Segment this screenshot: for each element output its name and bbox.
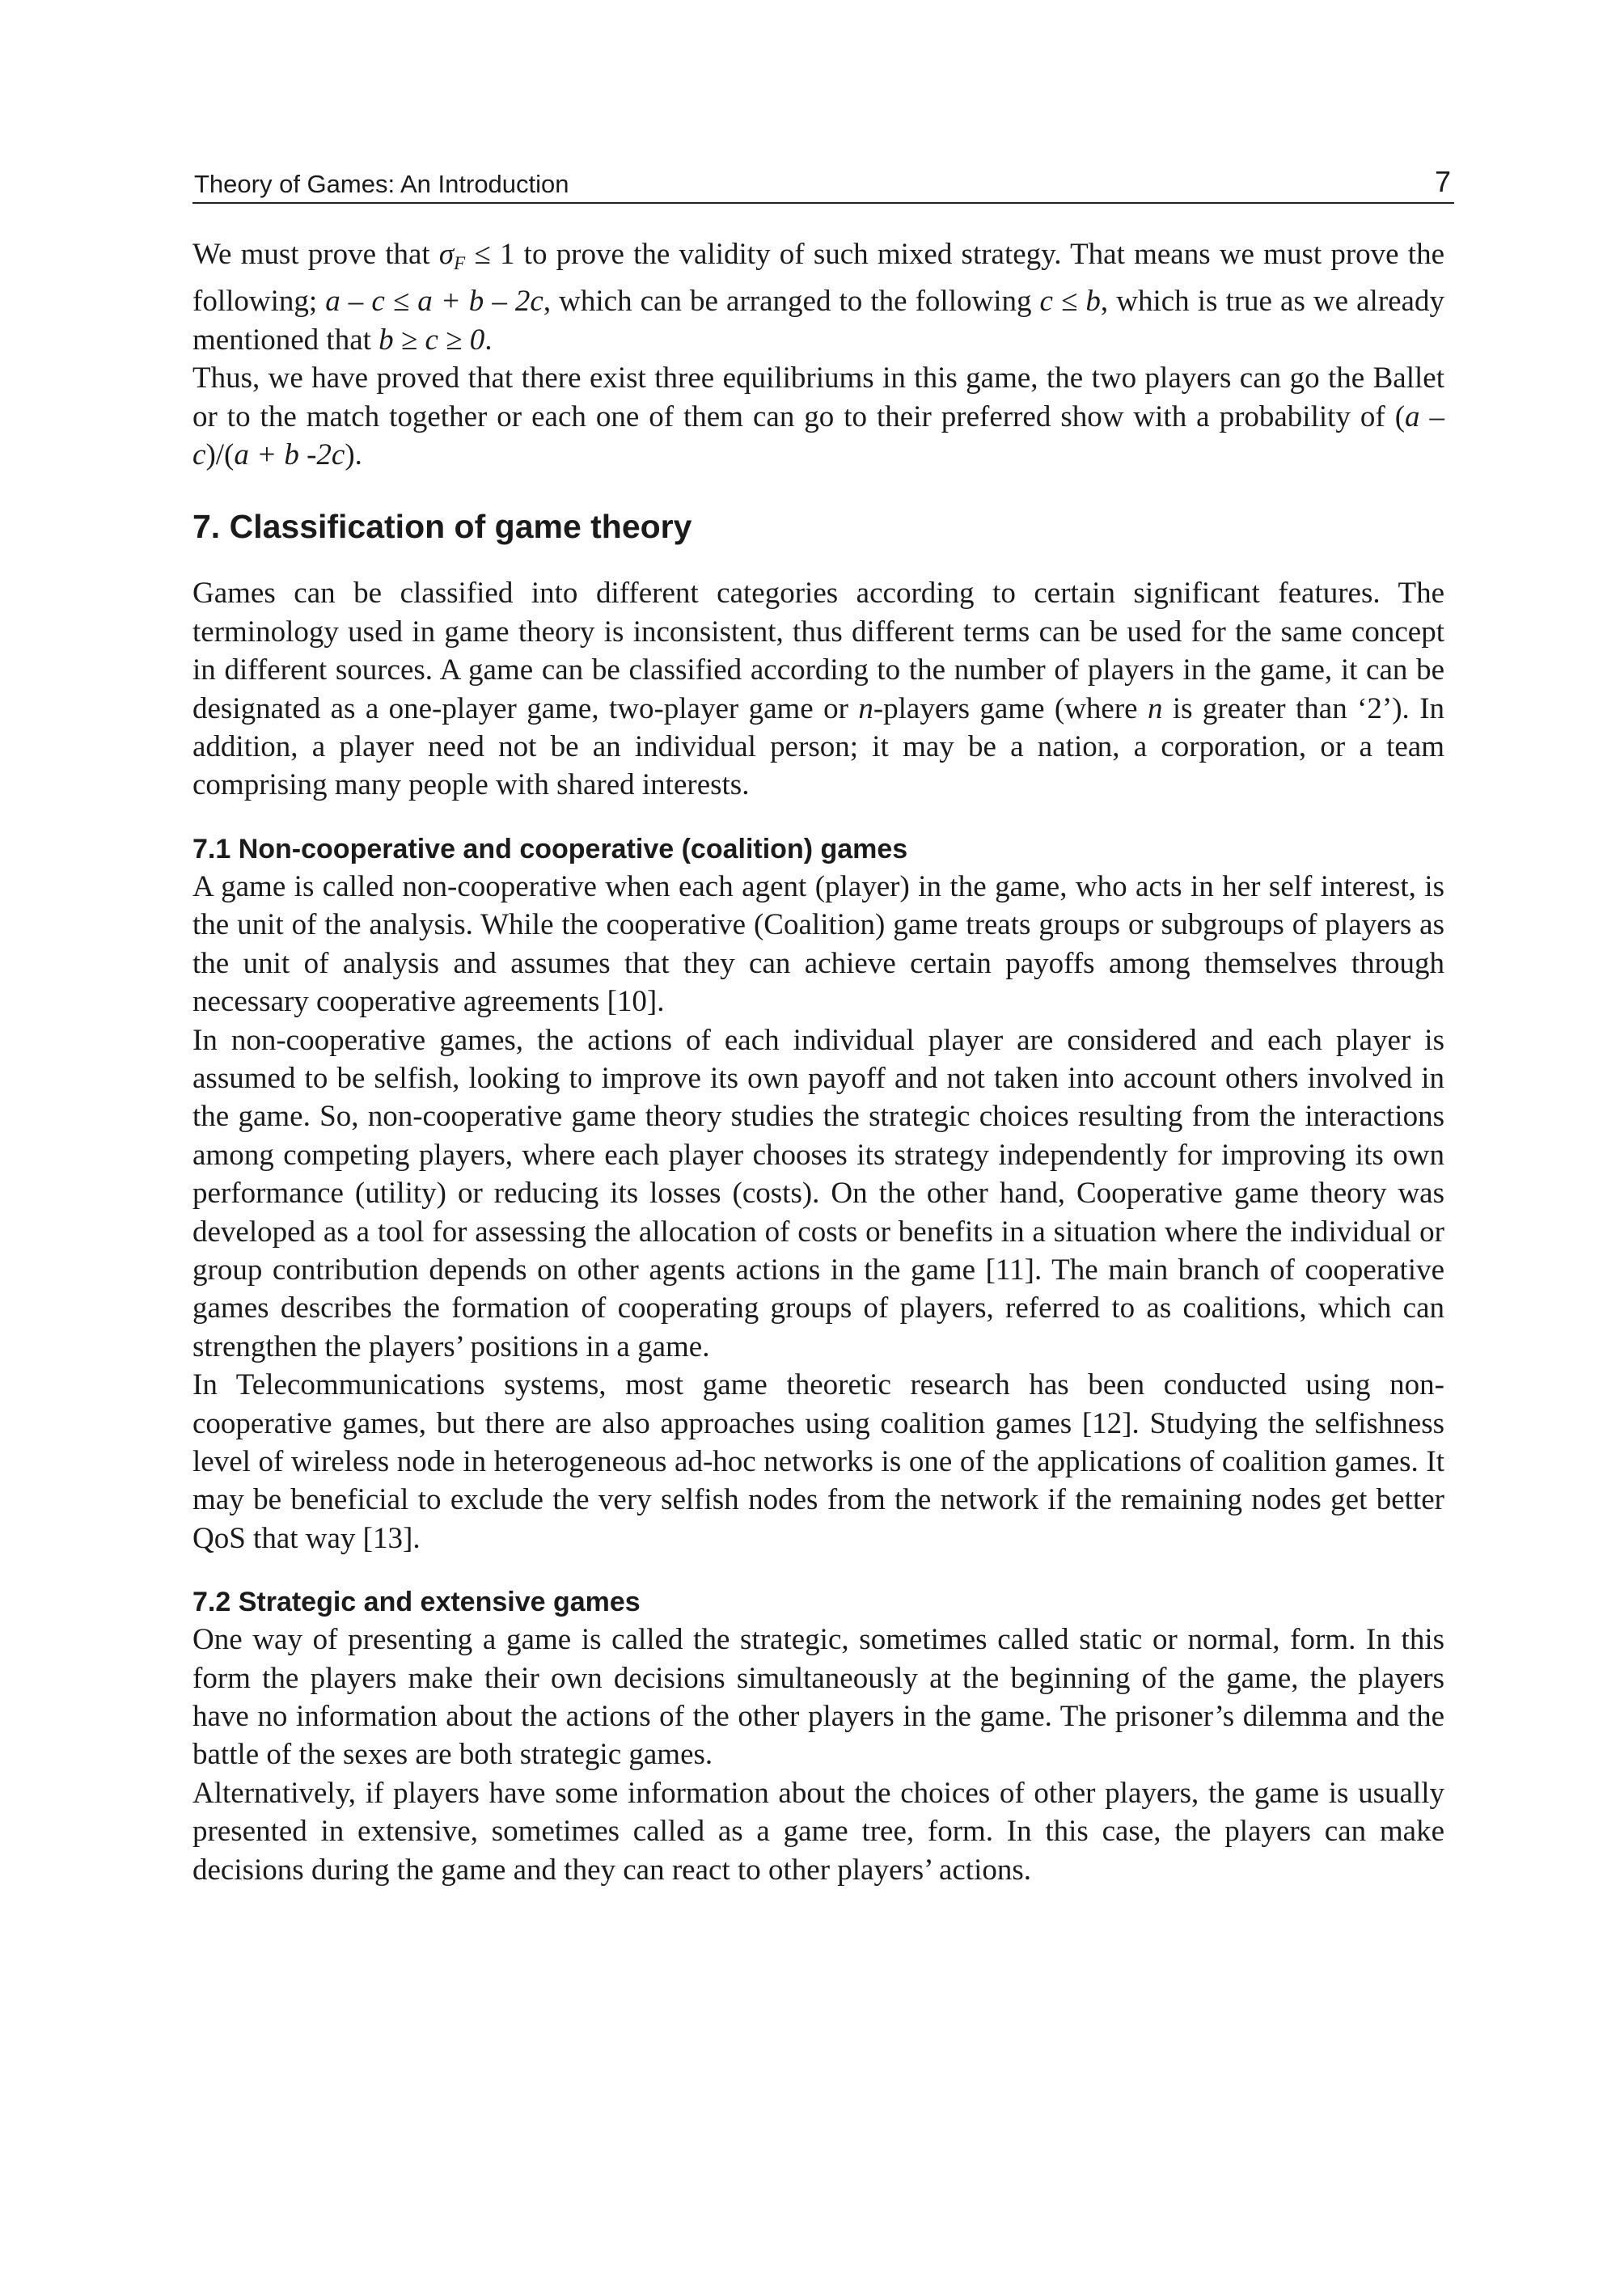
variable-n: n: [1147, 691, 1163, 725]
body-text: [192, 235, 1444, 1889]
variable-n: n: [858, 691, 873, 725]
text-run: Thus, we have proved that there exist three equilibriums in this game, the two players can go the Ballet or to the match together or each one of them can go to their preferred show with a probability of (: [192, 361, 1444, 433]
text-run: Games can be classified into different categories according to certain significant features. The terminology used in game theory is inconsistent, thus different terms can be used for the same concept in different sources. A game can be classified according to the number of players in the game, it can be designated as a one-player game, two-player game or: [192, 577, 1444, 725]
intro-paragraph-2: [192, 359, 1444, 474]
text-run: We must prove that: [192, 238, 439, 271]
text-run: .: [484, 323, 493, 357]
probability-numerator: a – c: [192, 399, 1445, 472]
section-7-1-paragraph-2: In non-cooperative games, the actions of each individual player are considered and each player is assumed to be selfish, looking to improve its own payoff and not taken into account others involved in the game. So, non-cooperative game theory studies the strategic choices resulting from the interactions among competing players, where each player chooses its strategy independently for improving its own performance (utility) or reducing its losses (costs). On the other hand, Cooperative game theory was developed as a tool for assessing the allocation of costs or benefits in a situation where the individual or group contribution depends on other agents actions in the game [11]. The main branch of cooperative games describes the formation of cooperating groups of players, referred to as coalitions, which can strengthen the players’ positions in a game.: [192, 1023, 1444, 1363]
section-7-paragraph: [192, 574, 1444, 804]
text-run: is greater than ‘2’). In addition, a player need not be an individual person; it may be a nation, a corporation, or a team comprising many people with shared interests.: [192, 691, 1445, 802]
text-run: )/(: [205, 438, 235, 472]
text-run: ≤ 1 to prove the validity of such mixed strategy. That means we must prove the following;: [192, 238, 1444, 319]
section-7-2-paragraph-2: Alternatively, if players have some information about the choices of other players, the game is usually presented in extensive, sometimes called as a game tree, form. In this case, the players can make decisions during the game and they can react to other players’ actions.: [192, 1776, 1444, 1887]
sigma-symbol: σ: [438, 238, 455, 271]
section-7-1-paragraph-3: In Telecommunications systems, most game theoretic research has been conducted using non-cooperative games, but there are also approaches using coalition games [12]. Studying the selfishness level of wireless node in heterogeneous ad-hoc networks is one of the applications of coalition games. It may be beneficial to exclude the very selfish nodes from the network if the remaining nodes get better QoS that way [13].: [192, 1368, 1444, 1555]
section-7-1-heading: 7.1 Non-cooperative and cooperative (coalition) games: [192, 833, 908, 864]
intro-paragraph-1: [192, 235, 1444, 359]
text-run: -players game (where: [873, 691, 1148, 725]
section-7-1-paragraph-1: A game is called non-cooperative when each agent (player) in the game, who acts in her self interest, is the unit of the analysis. While the cooperative (Coalition) game treats groups or subgroups of players as the unit of analysis and assumes that they can achieve certain payoffs among themselves through necessary cooperative agreements [10].: [192, 869, 1444, 1019]
text-run: , which is true as we already mentioned that: [192, 285, 1444, 357]
running-header: [192, 162, 1454, 204]
sigma-subscript: F: [454, 253, 466, 273]
text-run: ).: [345, 438, 362, 472]
inequality-2: c ≤ b: [1039, 285, 1101, 319]
probability-denominator: a + b -2c: [234, 438, 345, 472]
inequality-1: a – c ≤ a + b – 2c: [325, 285, 543, 319]
page-number: 7: [1434, 165, 1451, 198]
section-7-2-heading: 7.2 Strategic and extensive games: [192, 1587, 641, 1618]
text-run: , which can be arranged to the following: [543, 285, 1040, 319]
section-7-2-paragraph-1: One way of presenting a game is called the strategic, sometimes called static or normal, form. In this form the players make their own decisions simultaneously at the beginning of the game, the players have no information about the actions of the other players in the game. The prisoner’s dilemma and the battle of the sexes are both strategic games.: [192, 1623, 1444, 1772]
running-title: Theory of Games: An Introduction: [194, 170, 569, 198]
section-7-heading: 7. Classification of game theory: [192, 508, 692, 546]
inequality-3: b ≥ c ≥ 0: [379, 323, 485, 357]
